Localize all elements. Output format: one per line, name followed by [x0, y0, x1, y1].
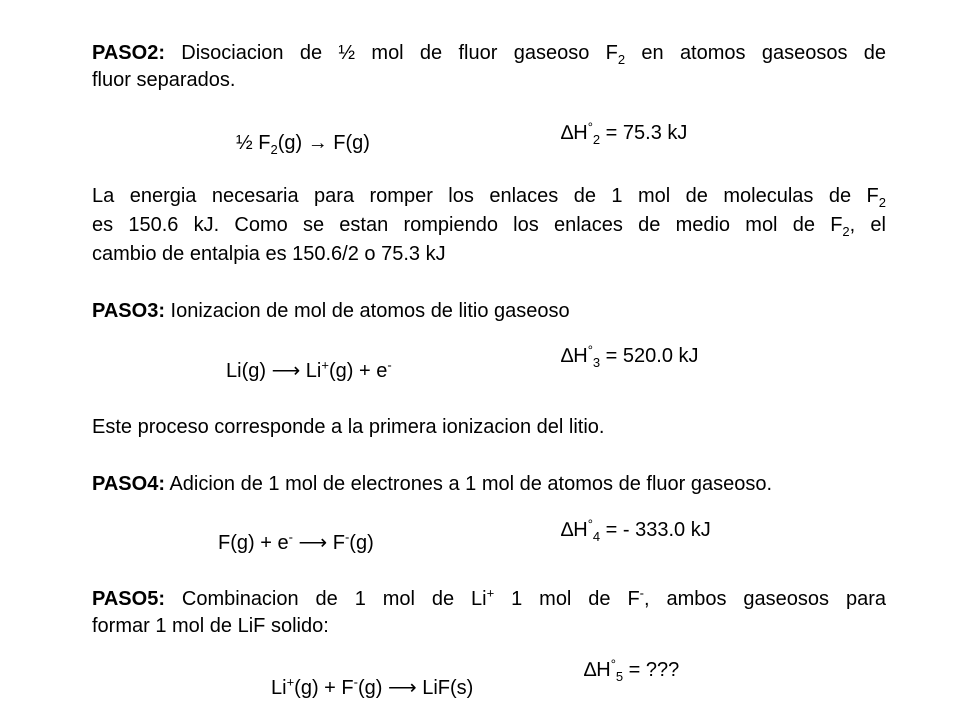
explanation-text: La energia necesaria para romper los enlaces de 1 mol de moleculas de F [92, 185, 879, 207]
paso2-subscript: 2 [617, 52, 626, 67]
paso4-eq-superscript: - [288, 529, 293, 545]
paso4-eq-part: ⟶ F [292, 532, 345, 554]
enthalpy-value: = - 333.0 kJ [600, 519, 711, 541]
paso3-eq-superscript: - [387, 357, 392, 373]
enthalpy-value: = 75.3 kJ [600, 122, 688, 144]
paso5-line2: formar 1 mol de LiF solido: [92, 615, 329, 637]
paso3-heading-line [92, 298, 570, 325]
enthalpy-subscript: 3 [592, 355, 601, 370]
paso5-text: , ambos gaseosos para [644, 588, 886, 610]
paso5-eq-superscript: - [353, 674, 358, 690]
paso2-explanation-line2 [92, 212, 886, 239]
paso3-eq-part: Li(g) ⟶ Li [226, 360, 322, 382]
paso5-superscript: + [486, 585, 495, 601]
paso2-eq-subscript: 2 [270, 142, 278, 157]
paso4-eq-part: F(g) + e [218, 532, 289, 554]
paso4-text: Adicion de 1 mol de electrones a 1 mol de atomos de fluor gaseoso. [164, 473, 773, 495]
degree-symbol: ° [587, 119, 593, 135]
paso5-label: PASO5: [92, 588, 165, 610]
paso2-explanation-line3: cambio de entalpia es 150.6/2 o 75.3 kJ [92, 243, 446, 265]
paso5-eq-part: Li [271, 677, 287, 699]
paso5-enthalpy [584, 657, 679, 683]
paso3-text: Ionizacion de mol de atomos de litio gaseoso [164, 300, 570, 322]
paso5-equation [271, 675, 473, 701]
degree-symbol: ° [587, 342, 593, 358]
paso4-enthalpy [561, 517, 711, 543]
paso3-eq-part: (g) + e [328, 360, 388, 382]
paso2-heading-line [92, 40, 886, 67]
degree-symbol: ° [587, 516, 593, 532]
paso5-eq-part: (g) + F [294, 677, 354, 699]
delta-h-symbol: ∆H [561, 345, 588, 367]
paso4-eq-part: (g) [349, 532, 374, 554]
delta-h-symbol: ∆H [561, 122, 588, 144]
paso3-enthalpy [561, 343, 699, 369]
paso5-eq-superscript: + [286, 674, 295, 690]
explanation-subscript: 2 [878, 195, 886, 210]
paso3-note: Este proceso corresponde a la primera ionizacion del litio. [92, 416, 605, 438]
explanation-text: , el [849, 214, 886, 236]
explanation-subscript: 2 [842, 224, 850, 239]
paso2-explanation-line1 [92, 183, 886, 210]
paso2-enthalpy [561, 120, 687, 146]
paso4-equation [218, 530, 374, 556]
paso4-label: PASO4: [92, 473, 165, 495]
paso2-text-end: en atomos gaseosos de [625, 42, 886, 64]
paso2-eq-part: ½ F [236, 132, 271, 154]
paso2-line2: fluor separados. [92, 69, 236, 91]
paso5-heading-line [92, 586, 886, 613]
enthalpy-subscript: 5 [615, 669, 624, 684]
enthalpy-value: = 520.0 kJ [600, 345, 699, 367]
enthalpy-subscript: 4 [592, 529, 601, 544]
degree-symbol: ° [610, 656, 616, 672]
paso5-text: Combinacion de 1 mol de Li [164, 588, 487, 610]
paso2-equation [236, 130, 370, 156]
enthalpy-value: = ??? [623, 659, 680, 681]
delta-h-symbol: ∆H [561, 519, 588, 541]
paso2-text: Disociacion de ½ mol de fluor gaseoso F [164, 42, 618, 64]
paso5-text: 1 mol de F [494, 588, 640, 610]
paso5-eq-part: (g) ⟶ LiF(s) [357, 677, 474, 699]
paso4-eq-superscript: - [344, 529, 350, 545]
paso3-equation [226, 358, 392, 384]
delta-h-symbol: ∆H [584, 659, 611, 681]
explanation-text: es 150.6 kJ. Como se estan rompiendo los enlaces de medio mol de F [92, 214, 843, 236]
enthalpy-subscript: 2 [592, 132, 601, 147]
paso2-eq-part: (g) → F(g) [277, 132, 370, 154]
paso3-label: PASO3: [92, 300, 165, 322]
paso4-heading-line [92, 471, 772, 498]
paso3-eq-superscript: + [321, 357, 329, 373]
paso5-superscript: - [639, 585, 645, 601]
paso2-label: PASO2: [92, 42, 165, 64]
